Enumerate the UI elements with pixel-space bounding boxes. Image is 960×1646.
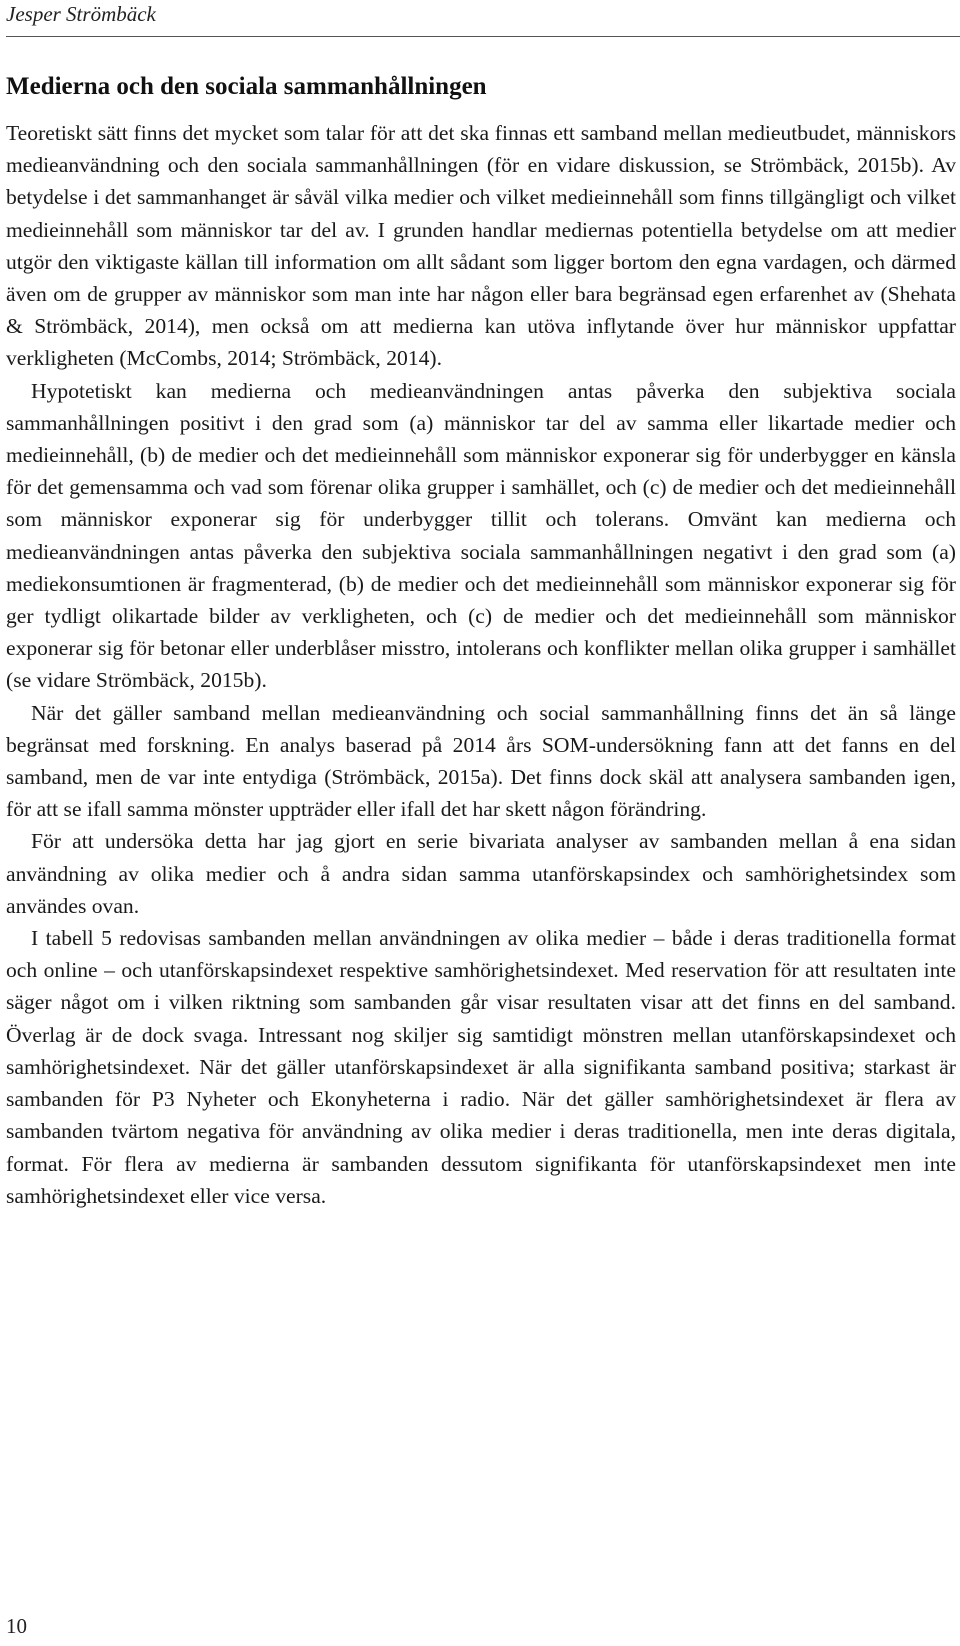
paragraph-3: När det gäller samband mellan medieanvändning och social sammanhållning finns det än så länge begränsat med forskning. En analys baserad på 2014 års SOM-undersökning fann att det fanns en del samband, men de var inte entydiga (Strömbäck, 2015a). Det finns dock skäl att analysera sambanden igen, för att se ifall samma mönster uppträder eller ifall det har skett någon förändring. <box>6 700 956 822</box>
page-number: 10 <box>6 1614 27 1638</box>
paragraph-2: Hypotetiskt kan medierna och medieanvändningen antas påverka den subjektiva sociala sammanhållningen positivt i den grad som (a) människor tar del av samma eller likartade medier och medieinnehåll, (b) de medier och det medieinnehåll som människor exponerar sig för underbygger en känsla för det gemensamma och vad som förenar olika grupper i samhället, och (c) de medier och det medieinnehåll som människor exponerar sig för underbygger tillit och tolerans. Omvänt kan medierna och medieanvändningen antas påverka den subjektiva sociala sammanhållningen negativt i den grad som (a) mediekonsumtionen är fragmenterad, (b) de medier och det medieinnehåll som människor exponerar sig för ger tydligt olikartade bilder av verkligheten, och (c) de medier och det medieinnehåll som människor exponerar sig för betonar eller underblåser misstro, intolerans och konflikter mellan olika grupper i samhället (se vidare Strömbäck, 2015b). <box>6 378 956 693</box>
running-head: Jesper Strömbäck <box>6 2 156 26</box>
header-rule <box>6 36 960 37</box>
paragraph-5: I tabell 5 redovisas sambanden mellan användningen av olika medier – både i deras traditionella format och online – och utanförskapsindexet respektive samhörighetsindexet. Med reservation för att resultaten inte säger något om i vilken riktning som sambanden går visar resultaten visar att det finns en del samband. Överlag är de dock svaga. Intressant nog skiljer sig samtidigt mönstren mellan utanförskapsindexet och samhörighetsindexet. När det gäller utanförskapsindexet är alla signifikanta samband positiva; starkast är sambanden för P3 Nyheter och Ekonyheterna i radio. När det gäller samhörighetsindexet är flera av sambanden tvärtom negativa för användning av olika medier i deras traditionella, men inte deras digitala, format. För flera av medierna är sambanden dessutom signifikanta för utanförskapsindexet men inte samhörighetsindexet eller vice versa. <box>6 926 956 1208</box>
section-title: Medierna och den sociala sammanhållningen <box>6 73 487 100</box>
paragraph-1: Teoretiskt sätt finns det mycket som talar för att det ska finnas ett samband mellan medieutbudet, människors medieanvändning och den sociala sammanhållningen (för en vidare diskussion, se Strömbäck, 2015b). Av betydelse i det sammanhanget är såväl vilka medier och vilket medieinnehåll som finns tillgängligt och vilket medieinnehåll som människor tar del av. I grunden handlar mediernas potentiella betydelse om att medier utgör den viktigaste källan till information om allt sådant som ligger bortom den egna vardagen, och därmed även om de grupper av människor som man inte har någon eller bara begränsad egen erfarenhet av (Shehata & Strömbäck, 2014), men också om att medierna kan utöva inflytande över hur människor uppfattar verkligheten (McCombs, 2014; Strömbäck, 2014). <box>6 121 956 371</box>
body-text <box>6 117 956 1212</box>
paragraph-4: För att undersöka detta har jag gjort en serie bivariata analyser av sambanden mellan å ena sidan användning av olika medier och å andra sidan samma utanförskapsindex och samhörighetsindex som användes ovan. <box>6 829 956 918</box>
